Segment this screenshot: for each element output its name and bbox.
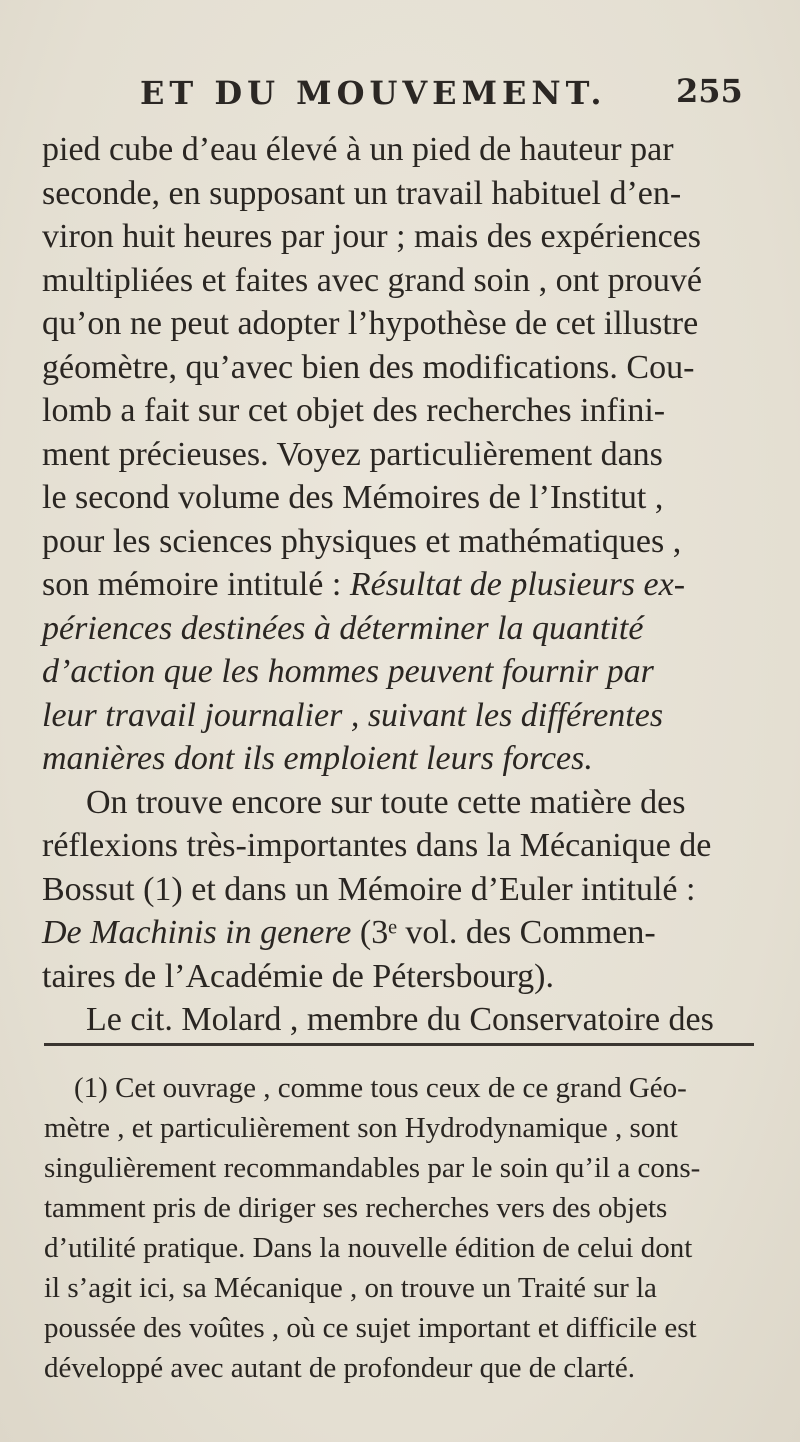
body-line [42, 607, 762, 651]
footnote-line [44, 1228, 764, 1268]
body-line-italic-text: Résultat de plusieurs ex- [349, 566, 686, 603]
body-line-text: géomètre, qu’avec bien des modifications. Cou- [42, 348, 695, 386]
footnote-line [44, 1308, 764, 1348]
body-line [42, 389, 762, 433]
body-line-text: viron huit heures par jour ; mais des expériences [42, 218, 702, 255]
page-number: 255 [676, 72, 743, 110]
body-line-text: Bossut (1) et dans un Mémoire d’Euler intitulé : [42, 870, 696, 908]
body-line-text: seconde, en supposant un travail habituel d’en- [42, 174, 682, 212]
body-line [42, 824, 762, 868]
footnote-line-text: mètre , et particulièrement son Hydrodynamique , sont [44, 1112, 678, 1144]
body-line-text: le second volume des Mémoires de l’Institut , [42, 479, 664, 516]
running-head: ET DU MOUVEMENT. [140, 74, 607, 112]
body-line [42, 563, 762, 607]
footnote-line [44, 1068, 764, 1108]
body-line-text: pied cube d’eau élevé à un pied de hauteur par [42, 131, 674, 168]
body-line [42, 955, 762, 999]
footnote-rule [44, 1043, 754, 1046]
body-line [42, 476, 762, 520]
footnote-line-text: poussée des voûtes , où ce sujet important et difficile est [44, 1312, 697, 1344]
body-line-text: lomb a fait sur cet objet des recherches infini- [42, 392, 666, 429]
footnote-line [44, 1348, 764, 1388]
body-line-text: ment précieuses. Voyez particulièrement dans [42, 435, 663, 473]
body-line-italic-text: périences destinées à déterminer la quantité [42, 609, 644, 647]
footnote-line [44, 1148, 764, 1188]
footnote-line-text: il s’agit ici, sa Mécanique , on trouve un Traité sur la [44, 1272, 657, 1304]
body-line-text: On trouve encore sur toute cette matière des [86, 783, 686, 821]
body-line [42, 868, 762, 912]
footnote-line-text: tamment pris de diriger ses recherches vers des objets [44, 1192, 668, 1224]
body-line [42, 650, 762, 694]
footnote-line-text: singulièrement recommandables par le soin qu’il a cons- [44, 1152, 701, 1184]
body-line [42, 259, 762, 303]
body-line-text: pour les sciences physiques et mathématiques , [42, 522, 682, 560]
body-line [42, 998, 762, 1042]
main-text [42, 128, 762, 1042]
footnote-line-text: (1) Cet ouvrage , comme tous ceux de ce grand Géo- [74, 1072, 687, 1104]
body-line [42, 172, 762, 216]
body-line [42, 781, 762, 825]
body-line-italic-text: d’action que les hommes peuvent fournir par [42, 653, 654, 690]
footnote-line [44, 1188, 764, 1228]
body-line [42, 128, 762, 172]
body-line-italic-text: leur travail journalier , suivant les différentes [42, 696, 664, 734]
body-line [42, 520, 762, 564]
body-line-text: (3ᵉ vol. des Commen- [351, 914, 656, 951]
body-line-text: taires de l’Académie de Pétersbourg). [42, 957, 555, 995]
footnote-line [44, 1108, 764, 1148]
footnote-line-text: développé avec autant de profondeur que de clarté. [44, 1352, 635, 1384]
body-line [42, 302, 762, 346]
body-line-text: qu’on ne peut adopter l’hypothèse de cet illustre [42, 305, 699, 342]
page-header [0, 72, 800, 122]
body-line [42, 911, 762, 955]
body-line-text: réflexions très-importantes dans la Mécanique de [42, 827, 712, 864]
body-line [42, 694, 762, 738]
footnote-line-text: d’utilité pratique. Dans la nouvelle édition de celui dont [44, 1232, 693, 1264]
body-line-text: son mémoire intitulé : [42, 566, 350, 603]
body-line [42, 346, 762, 390]
body-line-italic-text: De Machinis in genere [42, 914, 352, 951]
body-line [42, 737, 762, 781]
footnote [44, 1068, 764, 1388]
body-line-text: Le cit. Molard , membre du Conservatoire des [86, 1001, 714, 1038]
body-line-text: multipliées et faites avec grand soin , ont prouvé [42, 261, 702, 299]
footnote-line [44, 1268, 764, 1308]
body-line-italic-text: manières dont ils emploient leurs forces. [42, 740, 593, 777]
body-line [42, 215, 762, 259]
body-line [42, 433, 762, 477]
